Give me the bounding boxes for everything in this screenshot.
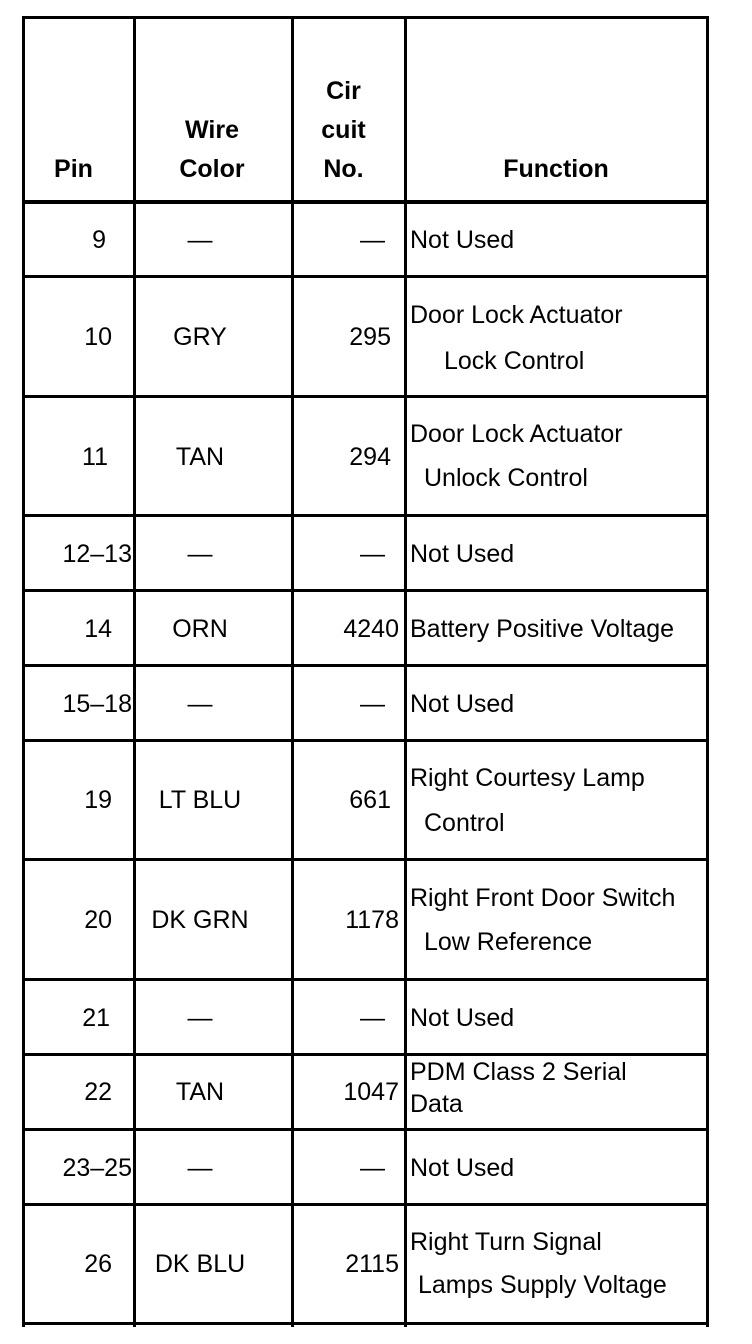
row-divider xyxy=(22,589,709,592)
function-cell-line2: Low Reference xyxy=(424,928,593,956)
pin-cell: 10 xyxy=(84,323,112,351)
circuit-cell: — xyxy=(360,540,385,568)
function-cell: Not Used xyxy=(410,540,515,568)
pin-cell: 9 xyxy=(92,226,106,254)
wire-color-cell: DK BLU xyxy=(154,1250,246,1278)
function-cell: Not Used xyxy=(410,1154,515,1182)
wire-color-cell: — xyxy=(187,226,213,254)
circuit-cell: — xyxy=(360,1154,385,1182)
header-circuit-line2: cuit xyxy=(321,116,366,144)
function-cell-line2: Lock Control xyxy=(444,347,585,375)
header-wire-color-line1: Wire xyxy=(185,116,239,144)
row-divider xyxy=(22,664,709,667)
wire-color-cell: — xyxy=(187,1154,213,1182)
function-cell: Not Used xyxy=(410,226,515,254)
function-cell-line1: Door Lock Actuator xyxy=(410,420,623,448)
row-divider xyxy=(22,978,709,981)
circuit-cell: 294 xyxy=(349,443,391,471)
row-divider xyxy=(22,1203,709,1206)
circuit-cell: 661 xyxy=(349,786,391,814)
table-border-bottom xyxy=(22,1322,709,1325)
pin-cell: 21 xyxy=(82,1004,110,1032)
circuit-cell: 4240 xyxy=(343,615,399,643)
wire-color-cell: TAN xyxy=(175,443,225,471)
wire-color-cell: TAN xyxy=(175,1078,225,1106)
function-cell-line2: Lamps Supply Voltage xyxy=(418,1271,667,1299)
wire-color-cell: — xyxy=(187,1004,213,1032)
wire-color-cell: ORN xyxy=(172,615,228,643)
header-wire-color-line2: Color xyxy=(179,155,245,183)
circuit-cell: — xyxy=(360,226,385,254)
pin-cell: 20 xyxy=(84,906,112,934)
header-circuit-line1: Cir xyxy=(326,77,361,105)
wire-color-cell: DK GRN xyxy=(151,906,249,934)
pin-cell: 22 xyxy=(84,1078,112,1106)
circuit-cell: 2115 xyxy=(345,1250,399,1278)
wire-color-cell: — xyxy=(187,690,213,718)
circuit-cell: — xyxy=(360,690,385,718)
row-divider xyxy=(22,395,709,398)
function-cell-line2: Data xyxy=(410,1090,463,1118)
circuit-cell: 1178 xyxy=(345,906,399,934)
pin-cell: 19 xyxy=(84,786,112,814)
wire-color-cell: — xyxy=(187,540,213,568)
function-cell-line1: Right Turn Signal xyxy=(410,1228,602,1256)
row-divider xyxy=(22,514,709,517)
row-divider xyxy=(22,1128,709,1131)
row-divider xyxy=(22,1053,709,1056)
function-cell-line1: PDM Class 2 Serial xyxy=(410,1058,627,1086)
wire-color-cell: LT BLU xyxy=(158,786,242,814)
pin-cell: 23–25 xyxy=(62,1154,132,1182)
function-cell: Not Used xyxy=(410,1004,515,1032)
circuit-cell: 295 xyxy=(349,323,391,351)
function-cell: Not Used xyxy=(410,690,515,718)
function-cell-line2: Control xyxy=(424,809,505,837)
header-pin: Pin xyxy=(54,155,93,183)
circuit-cell: — xyxy=(360,1004,385,1032)
row-divider xyxy=(22,275,709,278)
row-divider xyxy=(22,858,709,861)
function-cell-line1: Right Front Door Switch xyxy=(410,884,676,912)
function-cell-line1: Right Courtesy Lamp xyxy=(410,764,645,792)
function-cell: Battery Positive Voltage xyxy=(410,615,675,643)
pin-cell: 15–18 xyxy=(62,690,132,718)
row-divider xyxy=(22,739,709,742)
function-cell-line1: Door Lock Actuator xyxy=(410,301,623,329)
wire-color-cell: GRY xyxy=(173,323,227,351)
table-border-top xyxy=(22,16,709,19)
pin-cell: 11 xyxy=(82,443,108,471)
pin-cell: 26 xyxy=(84,1250,112,1278)
circuit-cell: 1047 xyxy=(343,1078,399,1106)
function-cell-line2: Unlock Control xyxy=(424,464,588,492)
header-divider xyxy=(22,200,709,204)
header-circuit-line3: No. xyxy=(323,155,364,183)
pin-cell: 12–13 xyxy=(62,540,132,568)
pin-cell: 14 xyxy=(84,615,112,643)
header-function: Function xyxy=(503,155,609,183)
